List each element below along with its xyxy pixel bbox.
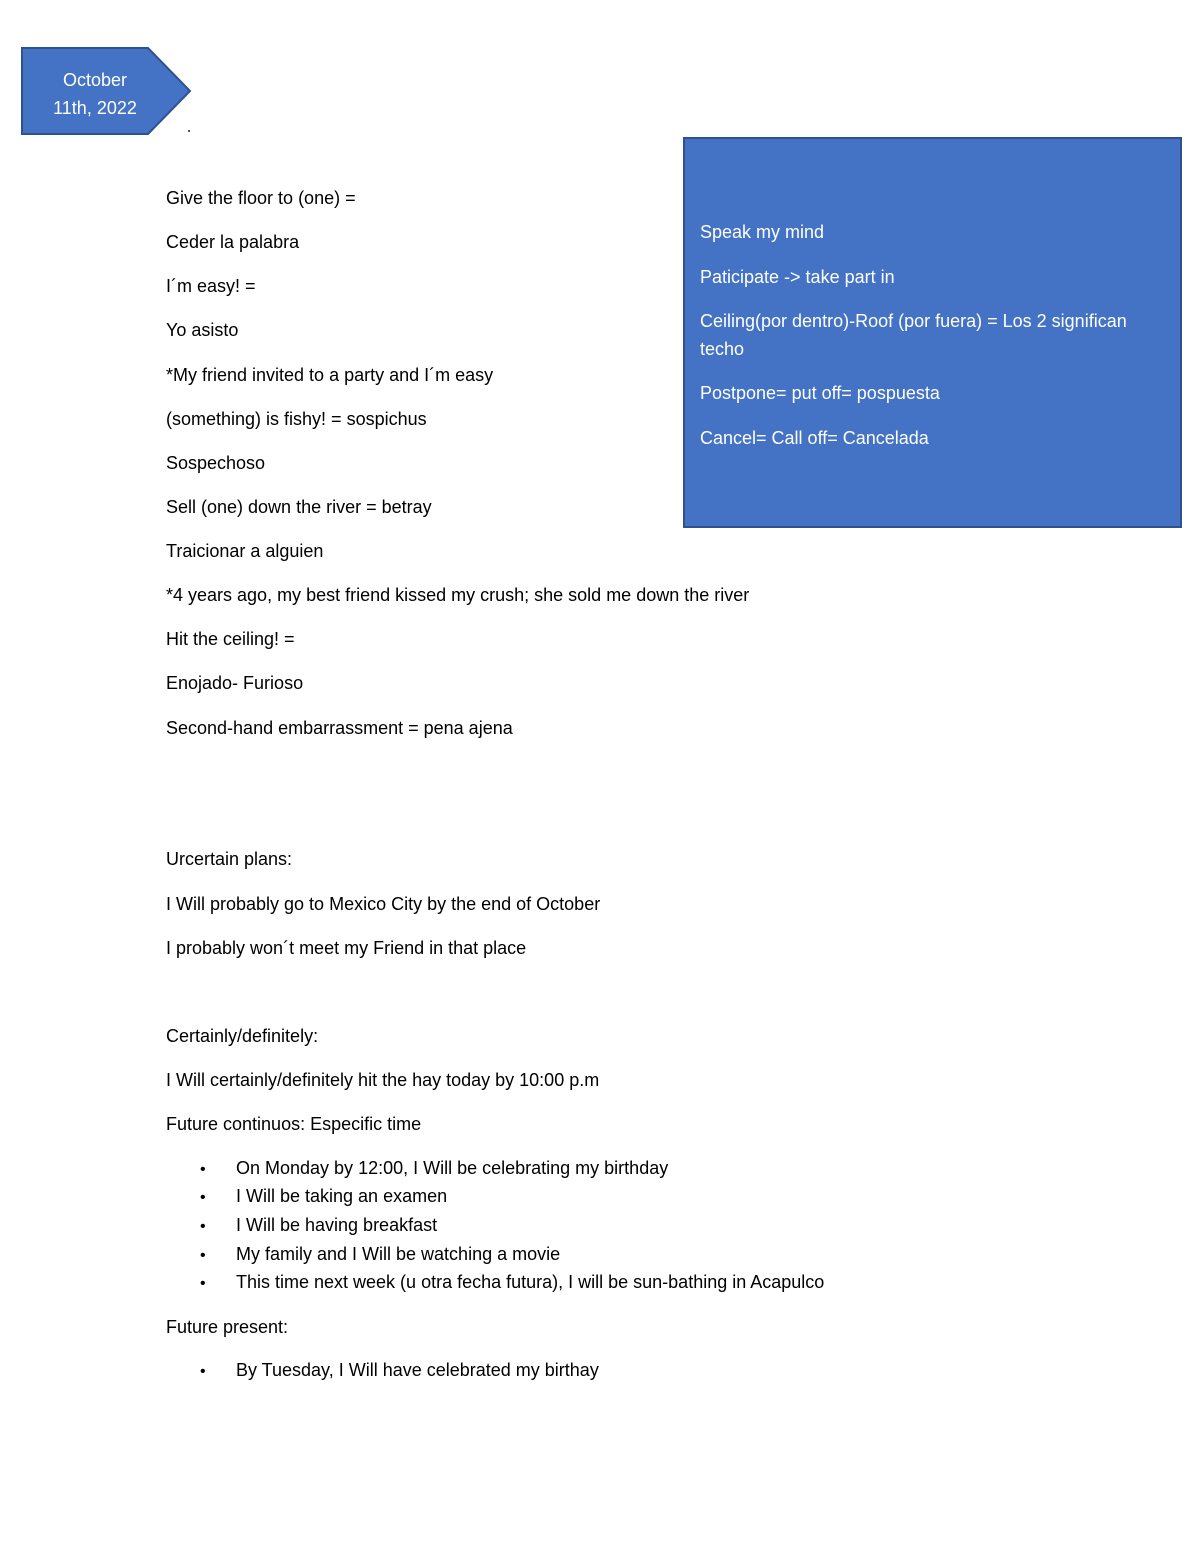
uncertain-line: I probably won´t meet my Friend in that place <box>166 938 527 958</box>
list-item-text: This time next week (u otra fecha futura), I will be sun-bathing in Acapulco <box>236 1272 825 1292</box>
certain-line: I Will certainly/definitely hit the hay today by 10:00 p.m <box>166 1070 600 1090</box>
bullet-icon: • <box>200 1218 206 1235</box>
list-item <box>200 1156 668 1182</box>
side-note-line: Ceiling(por dentro)-Roof (por fuera) = Los 2 significan techo <box>700 311 1127 359</box>
date-tag <box>20 46 192 136</box>
bullet-icon: • <box>200 1363 206 1380</box>
list-item <box>200 1213 437 1239</box>
date-line-2: 11th, 2022 <box>53 98 137 118</box>
vocab-line: Ceder la palabra <box>166 232 300 252</box>
vocab-line: Yo asisto <box>166 320 239 340</box>
list-item <box>200 1242 560 1268</box>
list-item-text: On Monday by 12:00, I Will be celebrating my birthday <box>236 1158 669 1178</box>
vocab-line: Give the floor to (one) = <box>166 188 356 208</box>
vocab-line: Sell (one) down the river = betray <box>166 497 432 517</box>
vocab-line: (something) is fishy! = sospichus <box>166 409 427 429</box>
bullet-icon: • <box>200 1161 206 1178</box>
list-item <box>200 1184 447 1210</box>
vocab-line: Hit the ceiling! = <box>166 629 295 649</box>
vocab-line: I´m easy! = <box>166 276 256 296</box>
list-item-text: By Tuesday, I Will have celebrated my birthay <box>236 1360 599 1380</box>
uncertain-line: I Will probably go to Mexico City by the end of October <box>166 894 601 914</box>
list-item-text: I Will be taking an examen <box>236 1186 448 1206</box>
future-present-heading: Future present: <box>166 1317 289 1337</box>
vocab-line: Traicionar a alguien <box>166 541 324 561</box>
vocab-line: *My friend invited to a party and I´m easy <box>166 365 494 385</box>
vocab-line: *4 years ago, my best friend kissed my crush; she sold me down the river <box>166 585 750 605</box>
list-item-text: I Will be having breakfast <box>236 1215 438 1235</box>
bullet-icon: • <box>200 1189 206 1206</box>
list-item-text: My family and I Will be watching a movie <box>236 1244 561 1264</box>
date-line-1: October <box>62 70 128 90</box>
bullet-icon: • <box>200 1247 206 1264</box>
bullet-icon: • <box>200 1275 206 1292</box>
list-item <box>200 1270 824 1296</box>
vocab-line: Enojado- Furioso <box>166 673 304 693</box>
side-note-line: Paticipate -> take part in <box>700 267 895 287</box>
vocab-line: Second-hand embarrassment = pena ajena <box>166 718 513 738</box>
certain-heading: Certainly/definitely: <box>166 1026 319 1046</box>
side-note-line: Postpone= put off= pospuesta <box>700 383 940 403</box>
date-label <box>20 66 170 122</box>
side-note-line: Speak my mind <box>700 222 825 242</box>
uncertain-heading: Urcertain plans: <box>166 849 293 869</box>
vocab-line: Sospechoso <box>166 453 266 473</box>
side-note-line: Cancel= Call off= Cancelada <box>700 428 929 448</box>
future-continuous-heading: Future continuos: Especific time <box>166 1114 422 1134</box>
list-item <box>200 1358 599 1384</box>
stray-dot <box>188 130 190 132</box>
side-note-box <box>683 137 1182 528</box>
